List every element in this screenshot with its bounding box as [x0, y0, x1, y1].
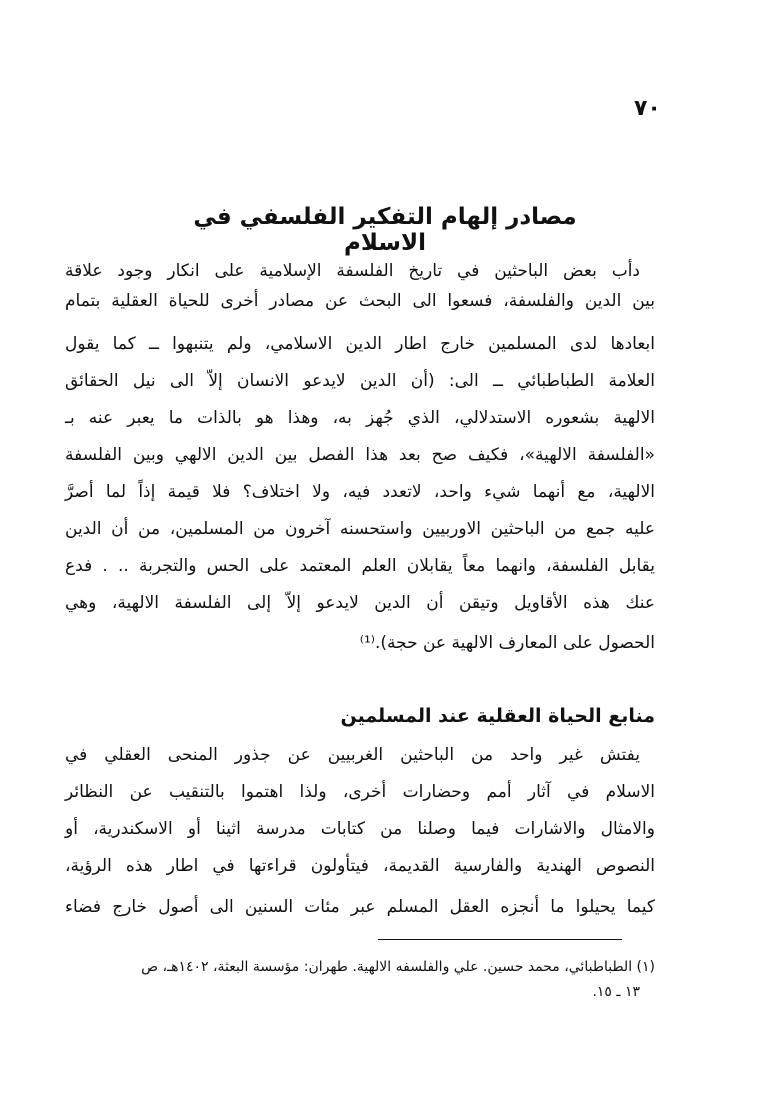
- paragraph-1-line: «الفلسفة الالهية»، فكيف صح بعد هذا الفصل بين الدين الالهي وبين الفلسفة: [65, 445, 655, 465]
- paragraph-1-line: الحصول على المعارف الالهية عن حجة).⁽¹⁾: [359, 633, 655, 653]
- page-number: ٧٠: [634, 96, 661, 121]
- footnote-divider: [378, 939, 622, 940]
- paragraph-2-line: والامثال والاشارات فيما وصلنا من كتابات مدرسة اثينا أو الاسكندرية، أو: [65, 819, 655, 839]
- paragraph-1-line: يقابل الفلسفة، وانهما معاً يقابلان العلم المعتمد على الحس والتجربة .. . فدع: [65, 556, 655, 576]
- section-heading: منابع الحياة العقلية عند المسلمين: [340, 705, 655, 727]
- paragraph-2-line: النصوص الهندية والفارسية القديمة، فيتأولون قراءتها في اطار هذه الرؤية،: [65, 856, 655, 876]
- paragraph-2-line: كيما يحيلوا ما أنجزه العقل المسلم عبر مئات السنين الى أصول خارج فضاء: [65, 897, 655, 917]
- paragraph-1-line: الالهية بشعوره الاستدلالي، الذي جُهز به، وهذا هو بالذات ما يعبر عنه بـ: [65, 408, 655, 428]
- paragraph-1-line: عليه جمع من الباحثين الاوربيين واستحسنه آخرون من المسلمين، من أن الدين: [65, 519, 655, 539]
- footnote-line: ١٣ ـ ١٥.: [592, 984, 640, 1000]
- paragraph-1-line: بين الدين والفلسفة، فسعوا الى البحث عن مصادر أخرى للحياة العقلية بتمام: [65, 291, 655, 311]
- paragraph-1-line: دأب بعض الباحثين في تاريخ الفلسفة الإسلامية على انكار وجود علاقة: [65, 261, 640, 281]
- paragraph-1-line: ابعادها لدى المسلمين خارج اطار الدين الاسلامي، ولم يتنبهوا ــ كما يقول: [65, 334, 655, 354]
- paragraph-1-line: عنك هذه الأقاويل وتيقن أن الدين لايدعو إلاّ إلى الفلسفة الالهية، وهي: [65, 593, 655, 613]
- footnote-line: (١) الطباطبائي، محمد حسين. علي والفلسفه الالهية. طهران: مؤسسة البعثة، ١٤٠٢هـ، ص: [141, 959, 655, 975]
- paragraph-2-line: يفتش غير واحد من الباحثين الغربيين عن جذور المنحى العقلي في: [65, 745, 640, 765]
- chapter-title: مصادر إلهام التفكير الفلسفي في الاسلام: [193, 204, 577, 256]
- paragraph-2-line: الاسلام في آثار أمم وحضارات أخرى، ولذا اهتموا بالتنقيب عن النظائر: [65, 782, 655, 802]
- paragraph-1-line: العلامة الطباطبائي ــ الى: (أن الدين لايدعو الانسان إلاّ الى نيل الحقائق: [65, 371, 655, 391]
- paragraph-1-line: الالهية، مع أنهما شيء واحد، لاتعدد فيه، ولا اختلاف؟ فلا قيمة إذاً لما أصرَّ: [65, 482, 655, 502]
